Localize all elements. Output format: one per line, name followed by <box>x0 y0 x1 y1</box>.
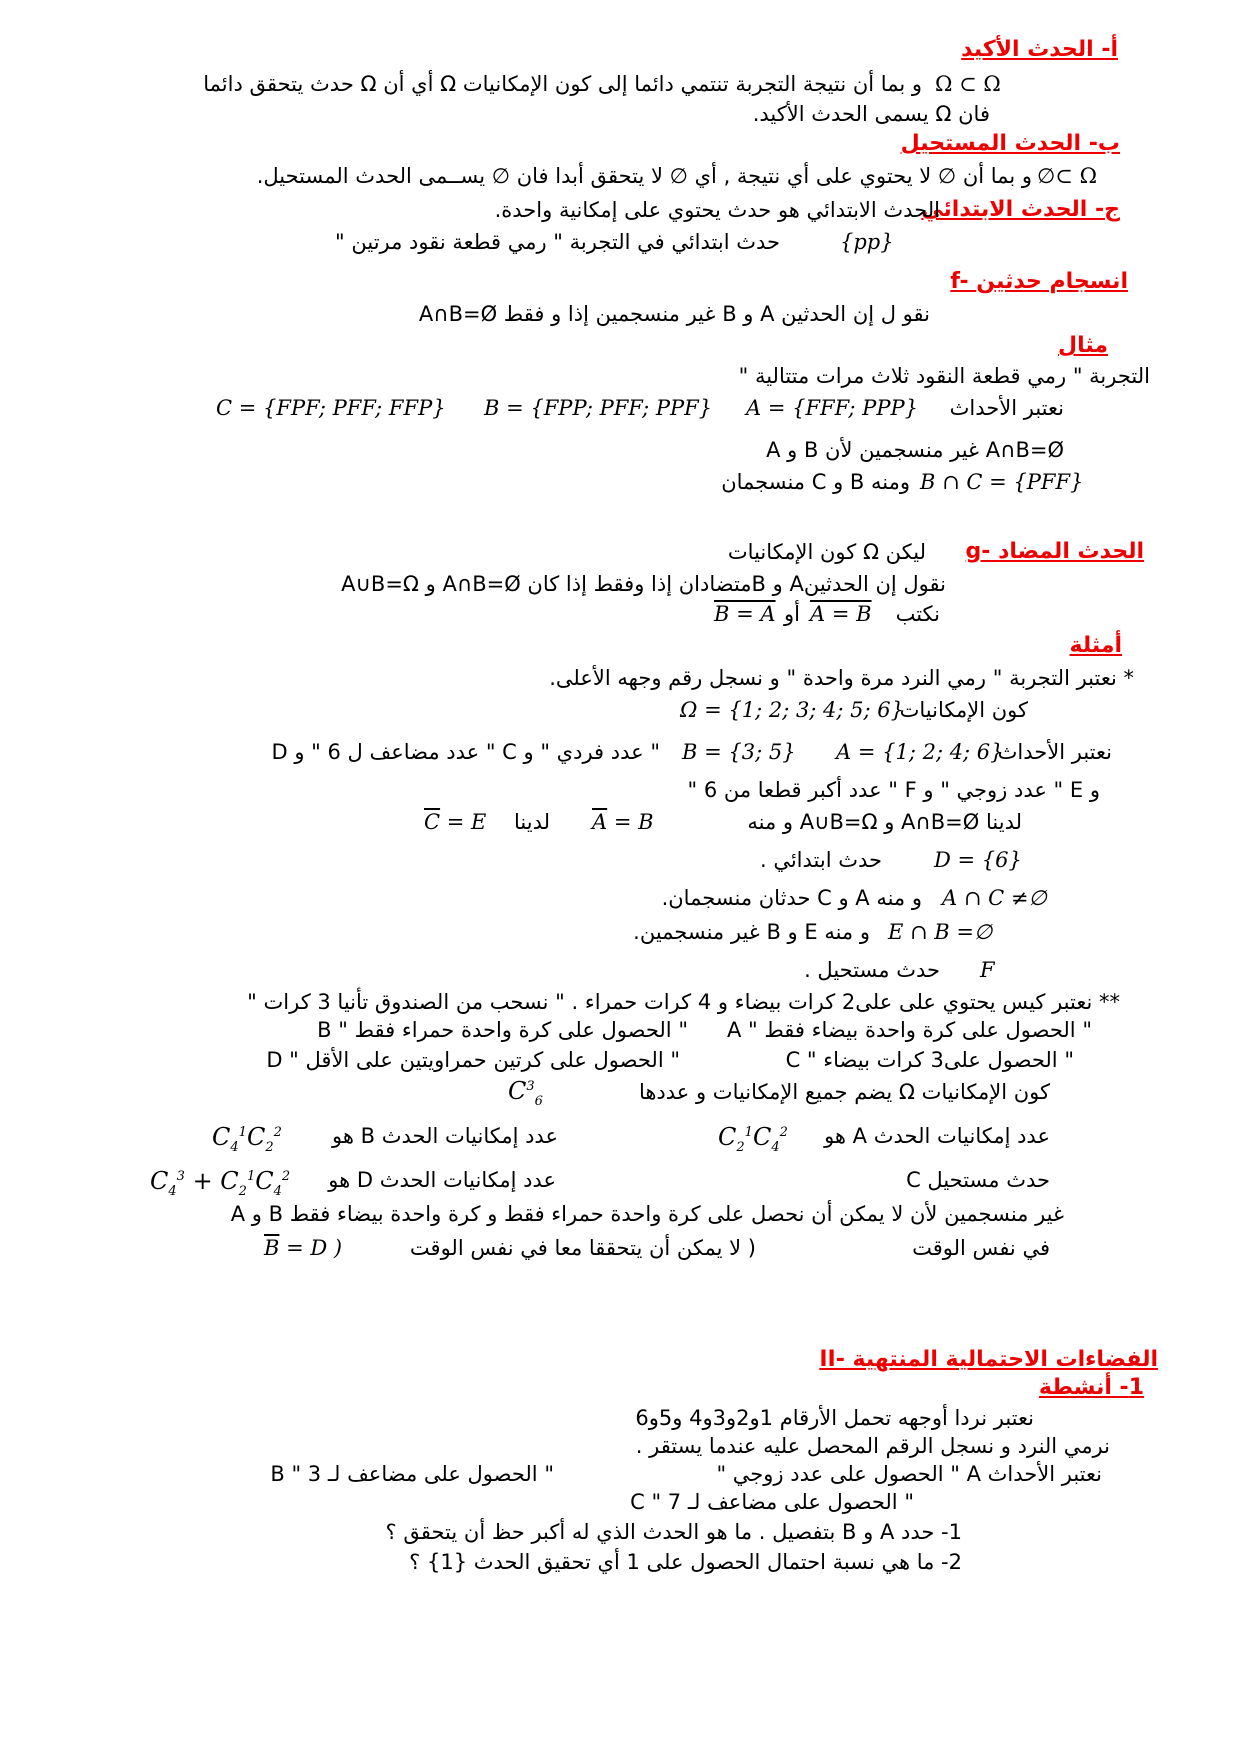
math-complement-eq: B = A <box>714 602 776 626</box>
text-line: ومنه B و C منسجمان <box>721 470 910 494</box>
text-line: نعتبر الأحداث A " الحصول على عدد زوجي " <box>716 1462 1102 1486</box>
text-line: A " الحصول على كرة واحدة بيضاء فقط " <box>726 1018 1092 1042</box>
math-set-C: C = {FPF; PFF; FFP} <box>216 396 446 420</box>
heading-compatible-events: f- انسجام حدثين <box>950 269 1128 294</box>
math-binomial-sum: $C_4^3 + C_2^1C_4^2$ <box>150 1167 291 1199</box>
text-line: عدد إمكانيات الحدث D هو <box>328 1168 556 1192</box>
heading-example: مثال <box>1058 333 1108 358</box>
text-line: حدث ابتدائي . <box>759 848 882 872</box>
math-set-A: A = {1; 2; 4; 6} <box>836 740 1004 764</box>
text-line: نرمي النرد و نسجل الرقم المحصل عليه عندما يستقر . <box>635 1434 1110 1458</box>
text-line: حدث ابتدائي في التجربة " رمي قطعة نقود مرتين " <box>335 230 780 254</box>
math-set-A: A = {FFF; PPP} <box>746 396 918 420</box>
math-set-B: B = {3; 5} <box>682 740 796 764</box>
text-line: ** نعتبر كيس يحتوي على على2 كرات بيضاء و 4 كرات حمراء . " نسحب من الصندوق تأنيا 3 كرات " <box>247 990 1120 1014</box>
heading-examples: أمثلة <box>1069 633 1122 658</box>
text-line: أو <box>784 602 800 626</box>
math-omega-set: Ω = {1; 2; 3; 4; 5; 6} <box>680 698 904 722</box>
math-binomial-product: $C_2^1C_4^2$ <box>718 1123 788 1155</box>
text-line: C حدث مستحيل <box>906 1168 1050 1192</box>
math-E-inter-B: E ∩ B =∅ <box>888 920 993 944</box>
text-line: و بما أن ∅ لا يحتوي على أي نتيجة , أي ∅ لا يتحقق أبدا فان ∅ يســمى الحدث المستحيل. <box>256 164 1032 188</box>
math-B-inter-C: B ∩ C = {PFF} <box>920 470 1084 494</box>
text-line: ليكن Ω كون الإمكانيات <box>727 540 926 564</box>
text-line: نقو ل إن الحدثين A و B غير منسجمين إذا و فقط A∩B=Ø <box>418 302 930 326</box>
text-line: C " الحصول على3 كرات بيضاء " <box>785 1048 1074 1072</box>
math-complement: $\overline{A} = B$ <box>592 810 654 834</box>
text-line: و منه A و C حدثان منسجمان. <box>661 886 922 910</box>
heading-certain-event: أ- الحدث الأكيد <box>961 37 1118 62</box>
math-set-pp: {pp} <box>840 230 894 254</box>
heading-impossible-event: ب- الحدث المستحيل <box>900 131 1120 156</box>
heading-elementary-event: ج- الحدث الابتدائي <box>921 197 1120 222</box>
text-line: فان Ω يسمى الحدث الأكيد. <box>752 102 990 126</box>
text-line: و منه E و B غير منسجمين. <box>633 920 870 944</box>
text-line: نكتب <box>895 602 940 626</box>
math-complement: $\overline{B} = D$ ) <box>264 1236 343 1260</box>
math-A-inter-C: A ∩ C ≠∅ <box>942 886 1047 910</box>
question-2: 2- ما هي نسبة احتمال الحصول على 1 أي تحقيق الحدث {1} ؟ <box>409 1550 962 1574</box>
math-complement: $\overline{C} = E$ <box>424 810 487 834</box>
text-line: و بما أن نتيجة التجربة تنتمي دائما إلى كون الإمكانيات Ω أي أن Ω حدث يتحقق دائما <box>203 72 922 96</box>
text-line: " عدد فردي " و C " عدد مضاعف ل 6 " و D <box>271 740 660 764</box>
text-line: في نفس الوقت <box>912 1236 1050 1260</box>
text-line: C " الحصول على مضاعف لـ 7 " <box>630 1490 914 1514</box>
math-binomial: $C^3_6$ <box>508 1077 543 1109</box>
text-line: نعتبر الأحداث <box>949 396 1064 420</box>
text-line: عدد إمكانيات الحدث B هو <box>332 1124 558 1148</box>
text-line: كون الإمكانيات Ω يضم جميع الإمكانيات و عددها <box>638 1080 1050 1104</box>
text-line: B " الحصول على كرة واحدة حمراء فقط " <box>317 1018 688 1042</box>
text-line: D " الحصول على كرتين حمراويتين على الأقل " <box>266 1048 680 1072</box>
heading-finite-probability-spaces: II- الفضاءات الاحتمالية المنتهية <box>819 1347 1158 1372</box>
text-line: B " الحصول على مضاعف لـ 3 " <box>270 1462 554 1486</box>
text-line: عدد إمكانيات الحدث A هو <box>824 1124 1050 1148</box>
question-1: 1- حدد A و B بتفصيل . ما هو الحدث الذي له أكبر حظ أن يتحقق ؟ <box>385 1520 962 1544</box>
text-line: لدينا A∩B=Ø و A∪B=Ω و منه <box>747 810 1022 834</box>
text-line: ( لا يمكن أن يتحققا معا في نفس الوقت <box>409 1236 756 1260</box>
text-line: الحدث الابتدائي هو حدث يحتوي على إمكانية واحدة. <box>494 198 940 222</box>
heading-opposite-event: g- الحدث المضاد <box>965 539 1144 564</box>
text-line: * نعتبر التجربة " رمي النرد مرة واحدة " و نسجل رقم وجهه الأعلى. <box>549 666 1134 690</box>
heading-activities: 1- أنشطة <box>1038 1375 1144 1400</box>
text-line: كون الإمكانيات <box>899 698 1028 722</box>
text-line: نقول إن الحدثينA و Bمتضادان إذا وفقط إذا كان A∩B=Ø و A∪B=Ω <box>341 572 946 596</box>
text-line: و E " عدد زوجي " و F " عدد أكبر قطعا من 6 " <box>687 778 1100 802</box>
text-line: التجربة " رمي قطعة النقود ثلاث مرات متتالية " <box>738 364 1150 388</box>
math-binomial-product: $C_4^1C_2^2$ <box>212 1123 282 1155</box>
math-omega-subset: Ω ⊂ Ω <box>935 72 1001 96</box>
math-set-D: D = {6} <box>934 848 1022 872</box>
math-complement-eq: A = B <box>810 602 872 626</box>
text-line: لدينا <box>513 810 550 834</box>
text-line: A و B غير منسجمين لأن A∩B=Ø <box>766 438 1064 462</box>
text-line: نعتبر الأحداث <box>997 740 1112 764</box>
math-F: F <box>980 958 995 982</box>
text-line: نعتبر نردا أوجهه تحمل الأرقام 1و2و3و4 و5و6 <box>635 1406 1034 1430</box>
math-set-B: B = {FPP; PFF; PPF} <box>484 396 713 420</box>
text-line: A و B غير منسجمين لأن لا يمكن أن نحصل على كرة واحدة حمراء فقط و كرة واحدة بيضاء فقط <box>230 1202 1064 1226</box>
math-empty-subset: ∅⊂ Ω <box>1037 164 1097 188</box>
text-line: حدث مستحيل . <box>804 958 940 982</box>
